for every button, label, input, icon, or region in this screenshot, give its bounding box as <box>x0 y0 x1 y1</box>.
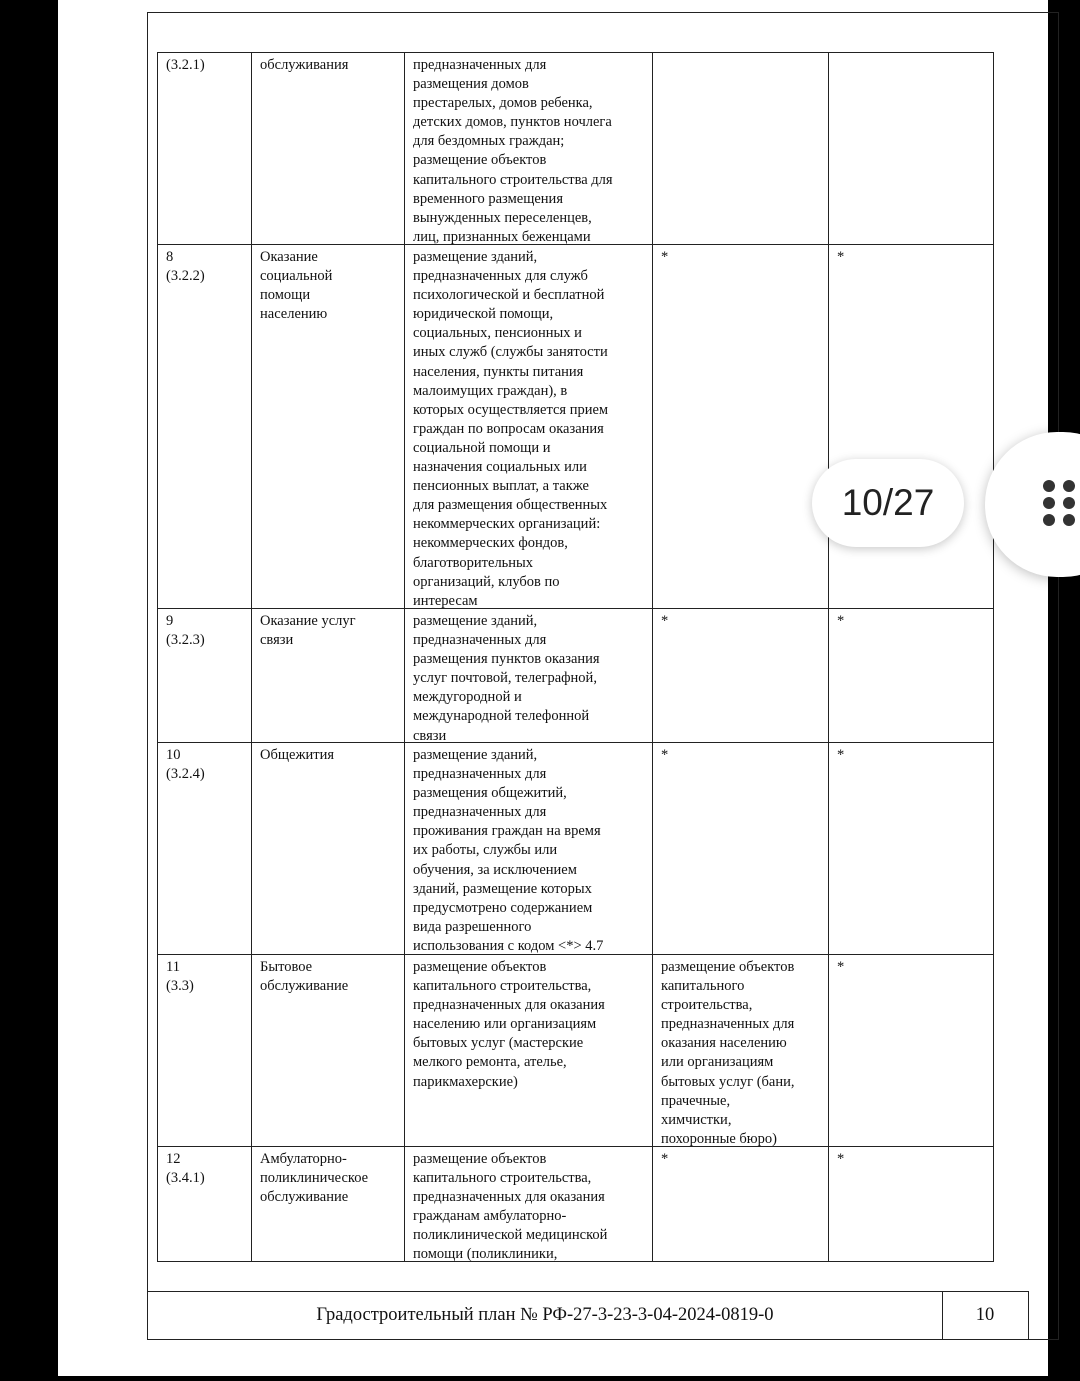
cell-main-use: размещение зданий, предназначенных для служб психологической и бесплатной юридической помощи, социальных, пенсионных и иных служб (службы занятости населения, пункты питания малоимущих граждан), в которых осуществляется прием граждан по вопросам оказания социальной помощи и назначения социальных или пенсионных выплат, а также для размещения общественных некоммерческих организаций: некоммерческих фондов, благотворительных организаций, клубов по интересам <box>404 244 653 609</box>
cell-main-use: размещение объектов капитального строительства, предназначенных для оказания населению или организациям бытовых услуг (мастерские мелкого ремонта, ателье, парикмахерские) <box>404 954 653 1147</box>
cell-use-name: Оказание социальной помощи населению <box>251 244 405 609</box>
cell-aux-use: размещение объектов капитального строительства, предназначенных для оказания населению или организациям бытовых услуг (бани, прачечные, химчистки, похоронные бюро) <box>652 954 829 1147</box>
cell-conditional-use: * <box>828 954 994 1147</box>
cell-conditional-use: * <box>828 608 994 743</box>
cell-code: (3.2.1) <box>157 52 252 245</box>
cell-main-use: размещение зданий, предназначенных для размещения пунктов оказания услуг почтовой, телеграфной, междугородной и международной телефонной связи <box>404 608 653 743</box>
cell-main-use: предназначенных для размещения домов престарелых, домов ребенка, детских домов, пунктов ночлега для бездомных граждан; размещение объектов капитального строительства для временного размещения вынужденных переселенцев, лиц, признанных беженцами <box>404 52 653 245</box>
cell-use-name: обслуживания <box>251 52 405 245</box>
cell-conditional-use: * <box>828 244 994 609</box>
cell-code: 10 (3.2.4) <box>157 742 252 955</box>
cell-code: 12 (3.4.1) <box>157 1146 252 1262</box>
cell-main-use: размещение зданий, предназначенных для размещения общежитий, предназначенных для проживания граждан на время их работы, службы или обучения, за исключением зданий, размещение которых предусмотрено содержанием вида разрешенного использования с кодом <*> 4.7 <box>404 742 653 955</box>
page-number: 10 <box>975 1305 995 1325</box>
cell-use-name: Оказание услуг связи <box>251 608 405 743</box>
cell-code: 8 (3.2.2) <box>157 244 252 609</box>
cell-aux-use: * <box>652 742 829 955</box>
cell-conditional-use: * <box>828 742 994 955</box>
cell-conditional-use <box>828 52 994 245</box>
cell-aux-use <box>652 52 829 245</box>
document-title: Градостроительный план № РФ-27-3-23-3-04-2024-0819-0 <box>148 1292 943 1339</box>
cell-use-name: Бытовое обслуживание <box>251 954 405 1147</box>
cell-aux-use: * <box>652 608 829 743</box>
grid-dots-icon <box>1043 480 1077 528</box>
cell-use-name: Общежития <box>251 742 405 955</box>
document-page <box>58 0 1048 1376</box>
cell-aux-use: * <box>652 244 829 609</box>
cell-conditional-use: * <box>828 1146 994 1262</box>
cell-code: 11 (3.3) <box>157 954 252 1147</box>
title-block-footer <box>147 1291 1029 1340</box>
cell-code: 9 (3.2.3) <box>157 608 252 743</box>
cell-main-use: размещение объектов капитального строительства, предназначенных для оказания гражданам амбулаторно- поликлинической медицинской помощи (поликлиники, <box>404 1146 653 1262</box>
page-indicator[interactable]: 10/27 <box>812 459 964 547</box>
cell-aux-use: * <box>652 1146 829 1262</box>
cell-use-name: Амбулаторно- поликлиническое обслуживание <box>251 1146 405 1262</box>
